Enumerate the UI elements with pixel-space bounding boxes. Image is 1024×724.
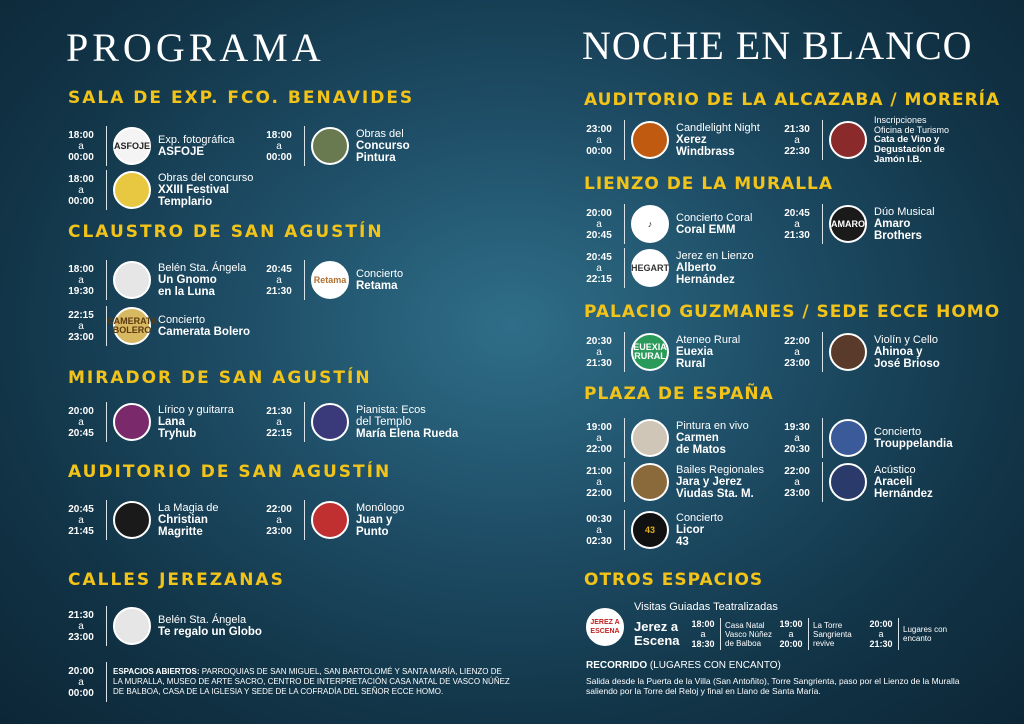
time-sep: a [596, 476, 602, 488]
recorrido-heading [586, 660, 781, 671]
recorrido-text: Salida desde la Puerta de la Villa (San Antoñito), Torre Sangrienta, paso por el Lienzo de la Muralla saliendo por la Torre del Reloj y final en Llano de Santa María. [586, 676, 960, 696]
time-divider [304, 402, 305, 442]
wine-icon [829, 121, 867, 159]
time-divider [822, 332, 823, 372]
time-divider [624, 462, 625, 502]
time-end: 20:00 [779, 639, 803, 649]
event-title: ASFOJE [158, 146, 205, 158]
time-divider [106, 662, 107, 702]
event-title: Coral EMM [676, 224, 736, 236]
event-text [676, 420, 749, 456]
time-end: 00:00 [266, 151, 292, 163]
event-time [776, 124, 818, 157]
time-start: 20:30 [586, 335, 612, 347]
time-sep: a [78, 320, 84, 332]
event-item [60, 124, 234, 168]
time-sep: a [78, 274, 84, 286]
time-sep: a [596, 262, 602, 274]
time-end: 22:15 [586, 273, 612, 285]
event-title: Licor [676, 524, 705, 536]
time-end: 21:45 [68, 525, 94, 537]
visitas-name-line2: Escena [634, 633, 680, 648]
event-time [60, 504, 102, 537]
event-time [776, 208, 818, 241]
event-title: Carmen [676, 432, 719, 444]
painter-photo-icon [631, 419, 669, 457]
time-divider [106, 606, 107, 646]
event-subtitle: Cata de Vino y Degustación de Jamón I.B. [874, 134, 945, 165]
event-type: Belén Sta. Ángela [158, 614, 247, 626]
event-subtitle: Magritte [158, 526, 203, 538]
event-title: Araceli [874, 476, 913, 488]
event-type: Concierto [676, 512, 724, 524]
event-title: XXIII Festival [158, 184, 229, 196]
time-start: 18:00 [68, 129, 94, 141]
time-start: 22:15 [68, 309, 94, 321]
event-item [578, 246, 754, 290]
event-time [60, 406, 102, 439]
event-time [60, 174, 102, 207]
programa-title: PROGRAMA [66, 25, 325, 70]
event-type: Inscripciones [874, 115, 927, 125]
time-start: 20:45 [266, 263, 292, 275]
event-title: Retama [356, 280, 398, 292]
time-sep: a [596, 346, 602, 358]
event-item [578, 202, 752, 246]
time-sep: a [794, 218, 800, 230]
event-type: Jerez en Lienzo [676, 250, 754, 262]
event-subtitle: Pintura [356, 152, 396, 164]
event-time [60, 264, 102, 297]
event-type: Lírico y guitarra [158, 404, 234, 416]
time-sep: a [794, 134, 800, 146]
time-divider [822, 204, 823, 244]
event-text [676, 512, 723, 548]
event-text [874, 334, 940, 370]
section-palacio-guzmanes: PALACIO GUZMANES / SEDE ECCE HOMO [584, 302, 1001, 322]
time-start: 20:00 [68, 405, 94, 417]
event-title: Amaro [874, 218, 911, 230]
violin-photo-icon [829, 333, 867, 371]
band-photo-icon [829, 419, 867, 457]
slot-place: Casa Natal Vasco Núñez de Balboa [725, 620, 772, 648]
event-time [578, 422, 620, 455]
time-divider [898, 618, 899, 650]
event-time [776, 336, 818, 369]
time-divider [808, 618, 809, 650]
event-subtitle: Hernández [874, 488, 933, 500]
section-calles-jerezanas: CALLES JEREZANAS [68, 570, 285, 590]
event-subtitle: Hernández [676, 274, 735, 286]
event-item [60, 168, 253, 212]
event-item [60, 604, 262, 648]
event-title: Christian [158, 514, 208, 526]
event-type: Pintura en vivo [676, 420, 749, 432]
event-time [776, 422, 818, 455]
section-claustro: CLAUSTRO DE SAN AGUSTÍN [68, 222, 384, 242]
event-title: Lana [158, 416, 185, 428]
event-item [776, 115, 974, 165]
time-start: 20:45 [586, 251, 612, 263]
event-title: del Templo [356, 416, 412, 428]
time-sep: a [78, 620, 84, 632]
event-subtitle: de Matos [676, 444, 726, 456]
slot-place: La Torre Sangrienta revive [813, 620, 852, 648]
time-start: 20:45 [784, 207, 810, 219]
templario-poster-icon [113, 171, 151, 209]
event-subtitle: Viudas Sta. M. [676, 488, 754, 500]
time-start: 20:00 [68, 665, 94, 677]
jerez-a-escena-name [634, 620, 680, 648]
time-divider [106, 260, 107, 300]
event-text [874, 206, 935, 242]
event-item [258, 258, 403, 302]
time-start: 21:30 [266, 405, 292, 417]
time-end: 21:30 [586, 357, 612, 369]
time-end: 22:30 [784, 145, 810, 157]
event-text [676, 122, 760, 158]
time-sep: a [794, 346, 800, 358]
time-sep: a [78, 676, 84, 688]
time-end: 00:00 [586, 145, 612, 157]
event-type: La Magia de [158, 502, 219, 514]
event-type: Candlelight Night [676, 122, 760, 134]
event-text [676, 212, 752, 236]
time-start: 21:30 [784, 123, 810, 135]
singer-photo-icon [113, 403, 151, 441]
candles-icon [631, 121, 669, 159]
time-end: 00:00 [68, 195, 94, 207]
time-divider [304, 126, 305, 166]
time-start: 19:00 [779, 619, 803, 629]
event-text [356, 404, 458, 440]
event-title: Concurso [356, 140, 410, 152]
event-text [874, 426, 953, 450]
time-divider [106, 402, 107, 442]
right-panel [578, 0, 1001, 724]
event-type: Concierto Coral [676, 212, 753, 224]
time-divider [304, 260, 305, 300]
event-text [356, 268, 403, 292]
time-end: 23:00 [68, 631, 94, 643]
time-end: 23:00 [784, 487, 810, 499]
event-type: Monólogo [356, 502, 405, 514]
event-type: Ateneo Rural [676, 334, 741, 346]
time-sep: a [276, 416, 282, 428]
event-item [578, 118, 760, 162]
time-start: 19:00 [586, 421, 612, 433]
event-title: Camerata Bolero [158, 326, 251, 338]
event-title: Juan y [356, 514, 393, 526]
event-subtitle: Tryhub [158, 428, 197, 440]
jerez-a-escena-logo-icon: JEREZ A ESCENA [586, 608, 624, 646]
comedian-poster-icon [311, 501, 349, 539]
event-text [158, 314, 250, 338]
event-time [776, 466, 818, 499]
event-subtitle: José Brioso [874, 358, 940, 370]
event-time [578, 208, 620, 241]
event-type: Pianista: Ecos [356, 404, 426, 416]
time-start: 18:00 [68, 173, 94, 185]
music-note-icon: ♪ [631, 205, 669, 243]
left-panel [60, 0, 520, 724]
event-subtitle: Brothers [874, 230, 922, 242]
section-auditorio-san-agustin: AUDITORIO DE SAN AGUSTÍN [68, 462, 392, 482]
licor43-logo-icon: 43 [631, 511, 669, 549]
time-sep: a [794, 432, 800, 444]
time-end: 22:15 [266, 427, 292, 439]
event-item [258, 400, 458, 444]
section-alcazaba: AUDITORIO DE LA ALCAZABA / MORERÍA [584, 90, 1001, 110]
event-time [60, 130, 102, 163]
visitas-name-line1: Jerez a [634, 619, 679, 634]
event-type: Concierto [874, 426, 922, 438]
church-icon [113, 261, 151, 299]
event-type: Exp. fotográfica [158, 134, 235, 146]
espacios-abiertos-label: ESPACIOS ABIERTOS: [113, 667, 200, 676]
event-time [578, 124, 620, 157]
time-sep: a [878, 629, 884, 639]
time-end: 18:30 [691, 639, 715, 649]
event-title: Ahinoa y [874, 346, 923, 358]
time-start: 21:30 [68, 609, 94, 621]
event-item [60, 400, 234, 444]
event-time [60, 610, 102, 643]
time-divider [720, 618, 721, 650]
euexia-logo-icon: EUEXIA RURAL [631, 333, 669, 371]
event-item [776, 330, 940, 374]
event-title: Oficina de Turismo [874, 125, 950, 135]
event-text [158, 404, 234, 440]
event-type: Obras del concurso [158, 172, 254, 184]
time-start: 22:00 [266, 503, 292, 515]
event-type: Dúo Musical [874, 206, 935, 218]
time-sep: a [596, 432, 602, 444]
event-item [776, 202, 935, 246]
event-item [60, 498, 219, 542]
event-text [676, 464, 764, 500]
time-sep: a [276, 514, 282, 526]
event-title: Alberto [676, 262, 717, 274]
event-text [158, 134, 234, 158]
time-start: 23:00 [586, 123, 612, 135]
event-time [60, 310, 102, 343]
event-title: Te regalo un Globo [158, 626, 262, 638]
time-start: 22:00 [784, 465, 810, 477]
visitas-slot [688, 616, 773, 652]
event-type: Bailes Regionales [676, 464, 765, 476]
event-type: Acústico [874, 464, 916, 476]
amaro-logo-icon: AMARO [829, 205, 867, 243]
event-text [158, 262, 246, 298]
time-start: 19:30 [784, 421, 810, 433]
slot-place: Lugares con encanto [903, 625, 948, 643]
dancers-photo-icon [631, 463, 669, 501]
event-subtitle: Templario [158, 196, 213, 208]
event-type: Belén Sta. Ángela [158, 262, 247, 274]
event-title: Trouppelandia [874, 438, 953, 450]
event-time [60, 666, 102, 699]
event-time [578, 252, 620, 285]
event-type: Concierto [356, 268, 404, 280]
event-time [258, 264, 300, 297]
event-type: Obras del [356, 128, 404, 140]
pianist-photo-icon [311, 403, 349, 441]
time-divider [822, 418, 823, 458]
time-divider [106, 126, 107, 166]
time-end: 00:00 [68, 687, 94, 699]
event-type: Concierto [158, 314, 206, 326]
church-icon [113, 607, 151, 645]
event-time [258, 130, 300, 163]
time-divider [624, 510, 625, 550]
hegart-logo-icon: HEGART [631, 249, 669, 287]
time-sep: a [78, 184, 84, 196]
time-start: 21:00 [586, 465, 612, 477]
time-divider [822, 462, 823, 502]
event-item [578, 508, 723, 552]
time-sep: a [78, 514, 84, 526]
slot-time [688, 619, 718, 649]
event-time [258, 406, 300, 439]
event-title: Xerez [676, 134, 707, 146]
time-end: 21:30 [869, 639, 893, 649]
camerata-logo-icon: CAMERATA BOLERO [113, 307, 151, 345]
section-lienzo-muralla: LIENZO DE LA MURALLA [584, 174, 834, 194]
time-sep: a [596, 524, 602, 536]
event-item [776, 460, 933, 504]
event-title: Un Gnomo [158, 274, 217, 286]
noche-en-blanco-title: NOCHE EN BLANCO [582, 23, 973, 68]
time-sep: a [596, 134, 602, 146]
time-start: 20:45 [68, 503, 94, 515]
time-start: 00:30 [586, 513, 612, 525]
time-sep: a [78, 140, 84, 152]
time-end: 20:45 [68, 427, 94, 439]
time-start: 22:00 [784, 335, 810, 347]
event-item [578, 460, 764, 504]
espacios-abiertos-row [60, 662, 513, 702]
event-subtitle: Windbrass [676, 146, 735, 158]
event-item [258, 124, 410, 168]
event-text [356, 502, 404, 538]
guitarist-photo-icon [829, 463, 867, 501]
time-end: 23:00 [784, 357, 810, 369]
visitas-slot [776, 616, 861, 652]
time-sep: a [276, 274, 282, 286]
recorrido-sublabel: (LUGARES CON ENCANTO) [649, 660, 781, 671]
section-sala-benavides: SALA DE EXP. FCO. BENAVIDES [68, 88, 415, 108]
event-type: Violín y Cello [874, 334, 938, 346]
time-start: 18:00 [68, 263, 94, 275]
time-divider [822, 120, 823, 160]
time-end: 22:00 [586, 443, 612, 455]
time-start: 18:00 [691, 619, 715, 629]
event-item [258, 498, 404, 542]
time-divider [624, 418, 625, 458]
time-end: 21:30 [266, 285, 292, 297]
time-start: 20:00 [869, 619, 893, 629]
time-end: 23:00 [266, 525, 292, 537]
time-sep: a [596, 218, 602, 230]
time-end: 22:00 [586, 487, 612, 499]
event-item [578, 330, 740, 374]
event-title: Euexia [676, 346, 714, 358]
event-text [874, 464, 933, 500]
section-plaza-espana: PLAZA DE ESPAÑA [584, 384, 774, 404]
event-subtitle: Rural [676, 358, 706, 370]
time-sep: a [700, 629, 706, 639]
event-text [676, 334, 740, 370]
section-otros-espacios: OTROS ESPACIOS [584, 570, 764, 590]
recorrido-label: RECORRIDO [586, 660, 648, 671]
time-end: 02:30 [586, 535, 612, 547]
event-text [676, 250, 754, 286]
time-start: 18:00 [266, 129, 292, 141]
painting-icon [311, 127, 349, 165]
time-divider [106, 500, 107, 540]
event-text [158, 614, 262, 638]
time-end: 20:45 [586, 229, 612, 241]
time-sep: a [788, 629, 794, 639]
event-subtitle: Punto [356, 526, 389, 538]
time-start: 20:00 [586, 207, 612, 219]
visitas-slot [866, 616, 951, 652]
time-end: 19:30 [68, 285, 94, 297]
event-item [60, 258, 246, 302]
visitas-heading: Visitas Guiadas Teatralizadas [634, 601, 778, 613]
event-item [578, 416, 749, 460]
time-divider [624, 204, 625, 244]
time-divider [624, 248, 625, 288]
time-sep: a [276, 140, 282, 152]
event-text [158, 502, 219, 538]
slot-time [776, 619, 806, 649]
event-time [578, 514, 620, 547]
slot-time [866, 619, 896, 649]
event-text [158, 172, 253, 208]
event-subtitle: 43 [676, 536, 689, 548]
espacios-abiertos-list: PARROQUIAS DE SAN MIGUEL, SAN BARTOLOMÉ Y SANTA MARÍA, LIENZO DE LA MURALLA, MUSEO DE ARTE SACRO, CENTRO DE INTERPRETACIÓN CASA NATAL DE VASCO NÚÑEZ DE BALBOA, CASA DE LA IGLESIA Y SEDE DE LA COFRADÍA DEL SEÑOR ECCE HOMO. [113, 667, 510, 696]
time-divider [624, 120, 625, 160]
time-end: 23:00 [68, 331, 94, 343]
time-divider [304, 500, 305, 540]
time-end: 20:30 [784, 443, 810, 455]
event-text [874, 115, 974, 165]
event-title: Jara y Jerez [676, 476, 742, 488]
event-text [356, 128, 410, 164]
event-time [258, 504, 300, 537]
time-sep: a [794, 476, 800, 488]
espacios-abiertos-text [113, 667, 513, 697]
asfoje-logo-icon: ASFOJE [113, 127, 151, 165]
event-item [60, 304, 250, 348]
event-item [776, 416, 953, 460]
time-divider [106, 170, 107, 210]
event-time [578, 466, 620, 499]
event-subtitle: María Elena Rueda [356, 428, 459, 440]
retama-logo-icon: Retama [311, 261, 349, 299]
time-end: 21:30 [784, 229, 810, 241]
section-mirador: MIRADOR DE SAN AGUSTÍN [68, 368, 372, 388]
time-end: 00:00 [68, 151, 94, 163]
event-time [578, 336, 620, 369]
time-divider [624, 332, 625, 372]
event-subtitle: en la Luna [158, 286, 215, 298]
magician-photo-icon [113, 501, 151, 539]
time-sep: a [78, 416, 84, 428]
